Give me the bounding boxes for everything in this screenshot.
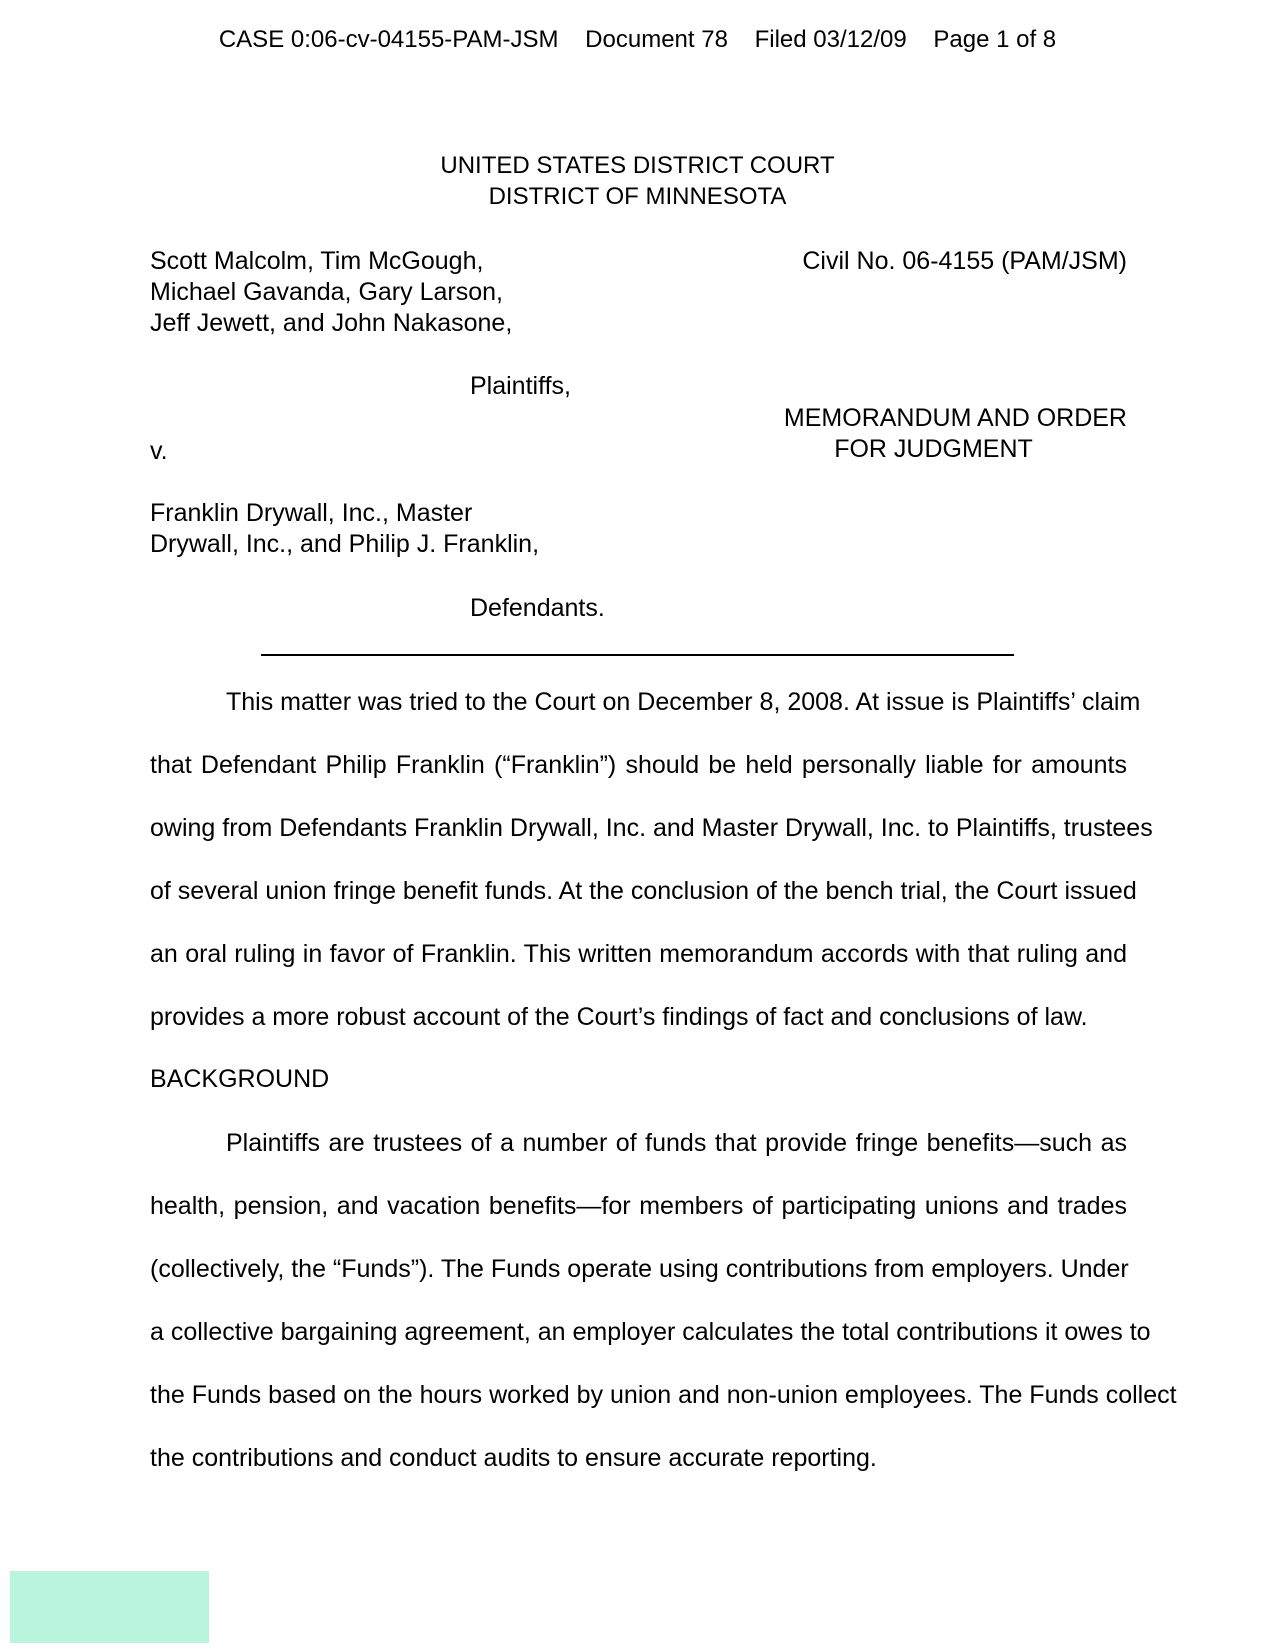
paragraph-line: that Defendant Philip Franklin (“Franklin”) should be held personally liable for amounts bbox=[150, 751, 1127, 779]
defendant-names-line: Franklin Drywall, Inc., Master bbox=[150, 499, 473, 527]
paragraph-line: a collective bargaining agreement, an employer calculates the total contributions it owes to bbox=[150, 1318, 1151, 1346]
paragraph-line: the contributions and conduct audits to ensure accurate reporting. bbox=[150, 1444, 877, 1472]
paragraph-line: an oral ruling in favor of Franklin. This written memorandum accords with that ruling and bbox=[150, 940, 1127, 968]
defendant-names-line: Drywall, Inc., and Philip J. Franklin, bbox=[150, 530, 540, 558]
paragraph-line: health, pension, and vacation benefits—for members of participating unions and trades bbox=[150, 1192, 1127, 1220]
court-name: UNITED STATES DISTRICT COURT bbox=[440, 152, 835, 179]
document-title: MEMORANDUM AND ORDER bbox=[783, 404, 1127, 432]
document-subtitle: FOR JUDGMENT bbox=[834, 435, 1033, 463]
paragraph-line: (collectively, the “Funds”). The Funds operate using contributions from employers. Under bbox=[150, 1255, 1129, 1283]
paragraph-line: Plaintiffs are trustees of a number of funds that provide fringe benefits—such as bbox=[226, 1129, 1127, 1157]
caption-divider bbox=[261, 654, 1014, 656]
defendants-label: Defendants. bbox=[470, 594, 605, 622]
paragraph-line: the Funds based on the hours worked by union and non-union employees. The Funds collect bbox=[150, 1381, 1177, 1409]
highlight-stamp bbox=[10, 1571, 209, 1643]
section-heading-background: BACKGROUND bbox=[150, 1065, 330, 1093]
case-header: CASE 0:06-cv-04155-PAM-JSM Document 78 Filed 03/12/09 Page 1 of 8 bbox=[218, 26, 1057, 53]
plaintiffs-label: Plaintiffs, bbox=[470, 372, 571, 400]
versus-label: v. bbox=[150, 437, 168, 465]
civil-number: Civil No. 06-4155 (PAM/JSM) bbox=[802, 247, 1127, 275]
paragraph-line: provides a more robust account of the Court’s findings of fact and conclusions of law. bbox=[150, 1003, 1088, 1031]
plaintiff-names-line: Michael Gavanda, Gary Larson, bbox=[150, 278, 503, 306]
paragraph-line: of several union fringe benefit funds. At the conclusion of the bench trial, the Court issued bbox=[150, 877, 1137, 905]
paragraph-line: owing from Defendants Franklin Drywall, Inc. and Master Drywall, Inc. to Plaintiffs, trustees bbox=[150, 814, 1153, 842]
paragraph-line: This matter was tried to the Court on December 8, 2008. At issue is Plaintiffs’ claim bbox=[226, 688, 1141, 716]
court-district: DISTRICT OF MINNESOTA bbox=[488, 183, 787, 210]
plaintiff-names-line: Scott Malcolm, Tim McGough, bbox=[150, 247, 484, 275]
plaintiff-names-line: Jeff Jewett, and John Nakasone, bbox=[150, 309, 513, 337]
